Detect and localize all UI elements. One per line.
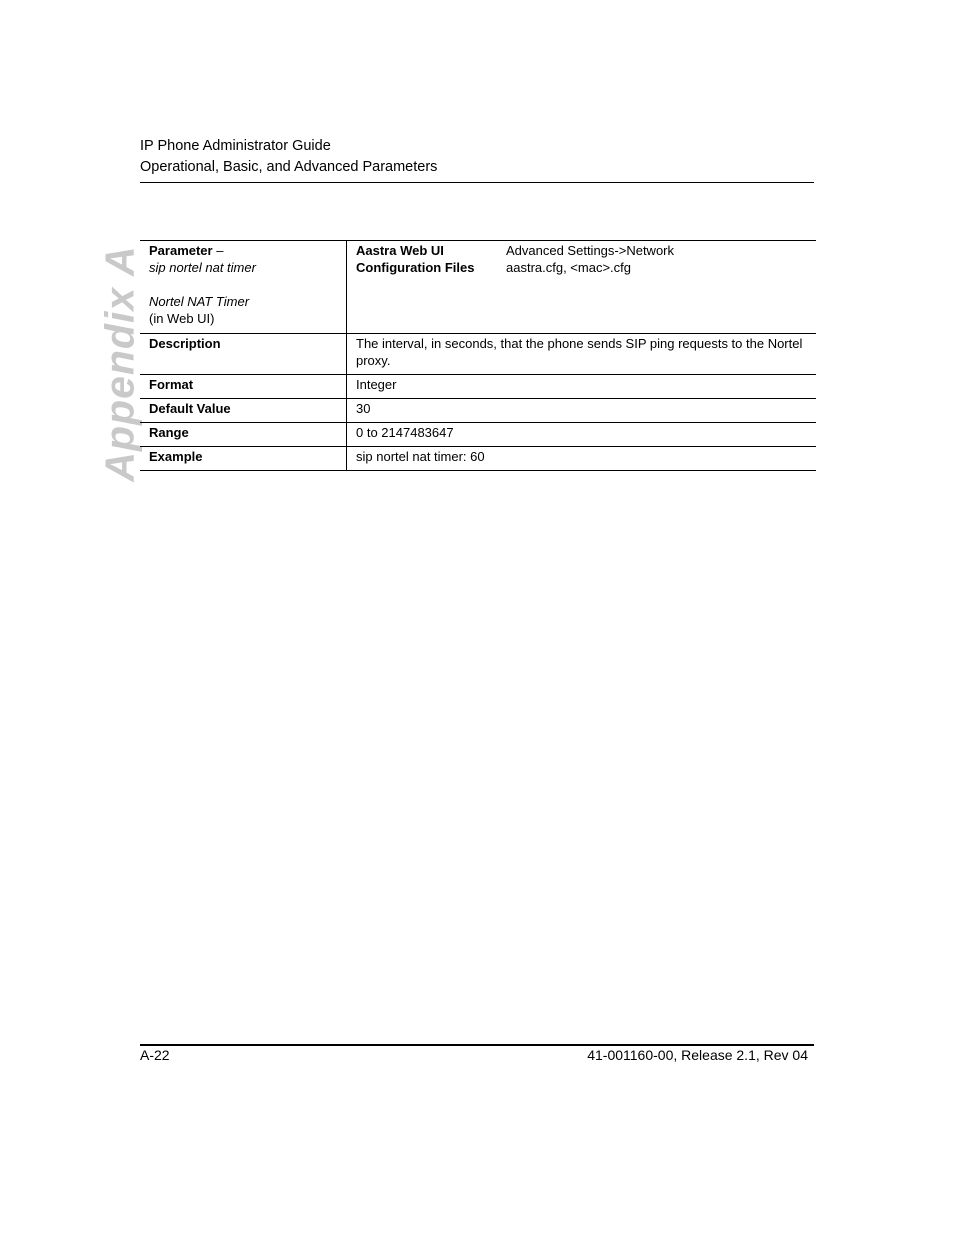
row-value: Integer <box>347 375 817 399</box>
config-files-value: aastra.cfg, <mac>.cfg <box>506 260 632 275</box>
config-files-key: Configuration Files <box>356 260 475 275</box>
parameter-web-note: (in Web UI) <box>149 311 215 326</box>
row-label: Example <box>140 447 347 471</box>
row-label: Format <box>140 375 347 399</box>
page-header <box>140 136 437 178</box>
header-title: IP Phone Administrator Guide <box>140 138 331 154</box>
table-row-format <box>140 375 816 399</box>
parameter-web-name: Nortel NAT Timer <box>149 294 250 309</box>
appendix-label: Appendix A <box>96 244 143 482</box>
header-rule <box>140 182 814 183</box>
appendix-side-tab <box>96 244 143 482</box>
web-ui-key: Aastra Web UI <box>356 243 444 258</box>
page-number: A-22 <box>140 1047 170 1063</box>
table-row-parameter <box>140 241 816 334</box>
row-value: 0 to 2147483647 <box>347 423 817 447</box>
table-row-range <box>140 423 816 447</box>
footer-rule <box>140 1044 814 1046</box>
header-subtitle: Operational, Basic, and Advanced Parameters <box>140 159 438 175</box>
parameter-config-name: sip nortel nat timer <box>149 260 256 275</box>
web-ui-value: Advanced Settings->Network <box>506 243 675 258</box>
row-label: Range <box>140 423 347 447</box>
parameter-label: Parameter <box>149 243 213 258</box>
row-value: 30 <box>347 399 817 423</box>
row-label: Description <box>140 334 347 375</box>
document-id: 41-001160-00, Release 2.1, Rev 04 <box>587 1047 808 1063</box>
row-value: The interval, in seconds, that the phone sends SIP ping requests to the Nortel proxy. <box>347 334 817 375</box>
parameter-name-cell <box>140 241 347 334</box>
row-label: Default Value <box>140 399 347 423</box>
table-row-example <box>140 447 816 471</box>
parameter-table <box>140 240 816 471</box>
table-row-description <box>140 334 816 375</box>
parameter-dash: – <box>212 243 224 258</box>
parameter-location-cell <box>347 241 817 334</box>
table-row-default-value <box>140 399 816 423</box>
row-value: sip nortel nat timer: 60 <box>347 447 817 471</box>
